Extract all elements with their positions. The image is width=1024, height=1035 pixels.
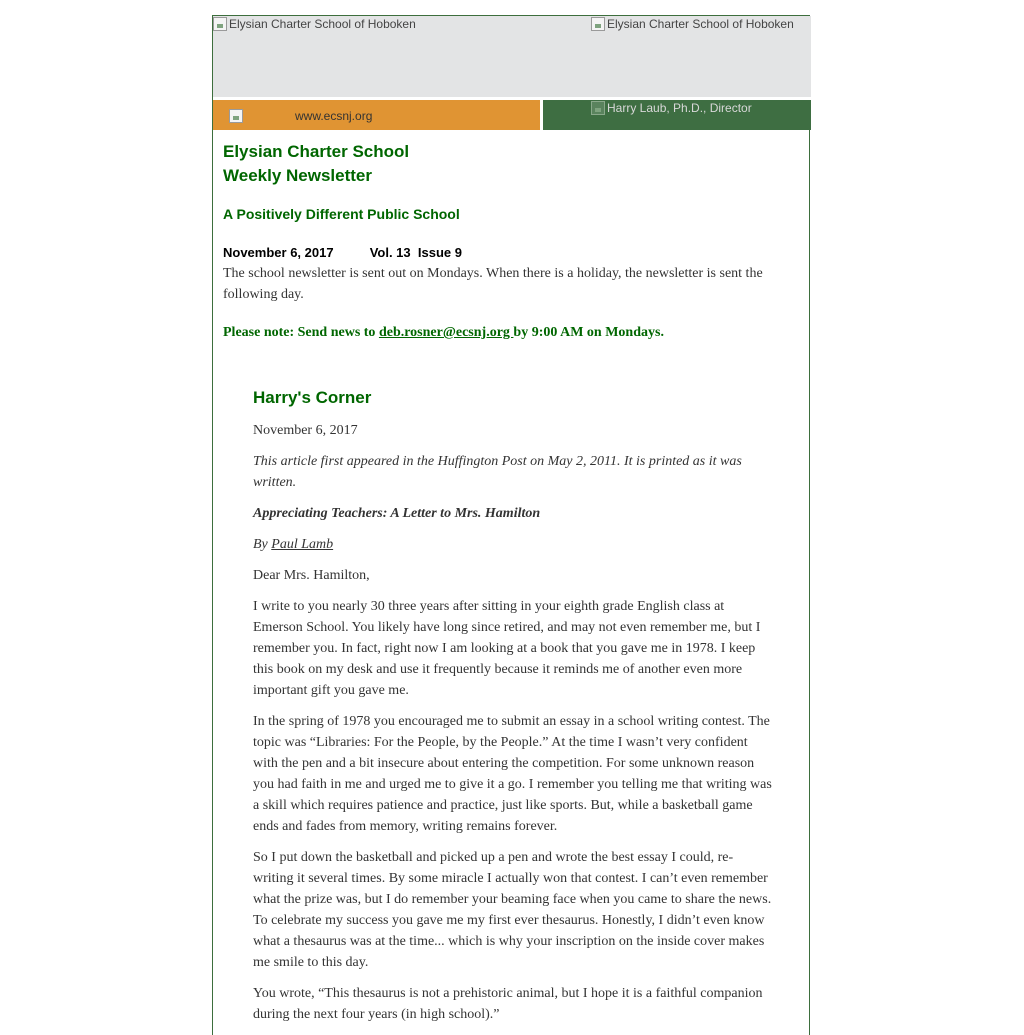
harrys-corner-article bbox=[253, 386, 773, 1035]
article-date: November 6, 2017 bbox=[253, 423, 358, 438]
byline-prefix: By bbox=[253, 537, 272, 552]
school-logo-right bbox=[591, 17, 794, 31]
issue-date: November 6, 2017 bbox=[223, 245, 334, 260]
logo-left-alt-text: Elysian Charter School of Hoboken bbox=[229, 17, 416, 31]
article-heading: Harry's Corner bbox=[253, 388, 372, 407]
broken-image-icon bbox=[591, 101, 605, 115]
website-alt-text: www.ecsnj.org bbox=[295, 109, 373, 123]
tagline: A Positively Different Public School bbox=[223, 206, 460, 222]
submission-note bbox=[223, 325, 793, 341]
newsletter-title bbox=[223, 140, 409, 188]
note-suffix: by 9:00 AM on Mondays. bbox=[513, 325, 664, 340]
logo-right-alt-text: Elysian Charter School of Hoboken bbox=[607, 17, 794, 31]
title-line-1: Elysian Charter School bbox=[223, 142, 410, 161]
issue-dateline bbox=[223, 245, 462, 260]
broken-image-icon bbox=[229, 109, 243, 123]
broken-image-icon bbox=[213, 17, 227, 31]
author-link[interactable]: Paul Lamb bbox=[271, 537, 334, 552]
paragraph-2: In the spring of 1978 you encouraged me to submit an essay in a school writing contest. The topic was “Libraries: For the People, by the People.” At the time I wasn’t very confident with the pen and a bit insecure about entering the competition. For some unknown reason you had faith in me and urged me to give it a go. I remember you telling me that writing was a skill which requires patience and practice, just like sports. But, while a basketball game ends and fades from memory, writing remains forever. bbox=[253, 714, 772, 834]
source-note: This article first appeared in the Huffington Post on May 2, 2011. It is printed as it was written. bbox=[253, 454, 742, 490]
intro-text: The school newsletter is sent out on Mondays. When there is a holiday, the newsletter is sent the following day. bbox=[223, 266, 763, 302]
school-logo-left bbox=[213, 17, 416, 31]
newsletter-container bbox=[212, 15, 810, 1035]
article-title: Appreciating Teachers: A Letter to Mrs. Hamilton bbox=[253, 506, 541, 521]
director-image bbox=[591, 101, 752, 115]
broken-image-icon bbox=[591, 17, 605, 31]
note-prefix: Please note: Send news to bbox=[223, 325, 379, 340]
paragraph-4: You wrote, “This thesaurus is not a prehistoric animal, but I hope it is a faithful companion during the next four years (in high school).” bbox=[253, 986, 763, 1022]
director-alt-text: Harry Laub, Ph.D., Director bbox=[607, 101, 752, 115]
salutation: Dear Mrs. Hamilton, bbox=[253, 568, 370, 583]
byline bbox=[253, 534, 773, 555]
issue-volume: Vol. 13 Issue 9 bbox=[369, 245, 462, 260]
title-line-2: Weekly Newsletter bbox=[223, 166, 372, 185]
website-link-image[interactable] bbox=[229, 109, 372, 123]
email-link[interactable]: deb.rosner@ecsnj.org bbox=[378, 325, 514, 340]
paragraph-3: So I put down the basketball and picked up a pen and wrote the best essay I could, re-writing it several times. By some miracle I actually won that contest. I can’t even remember what the prize was, but I do remember your beaming face when you came to share the news. To celebrate my success you gave me my first ever thesaurus. Honestly, I didn’t even know what a thesaurus was at the time... which is why your inscription on the inside cover makes me smile to this day. bbox=[253, 850, 772, 970]
paragraph-1: I write to you nearly 30 three years after sitting in your eighth grade English class at Emerson School. You likely have long since retired, and may not even remember me, but I remember you. In fact, right now I am looking at a book that you gave me in 1978. I keep this book on my desk and use it frequently because it reminds me of another even more important gift you gave me. bbox=[253, 599, 761, 698]
